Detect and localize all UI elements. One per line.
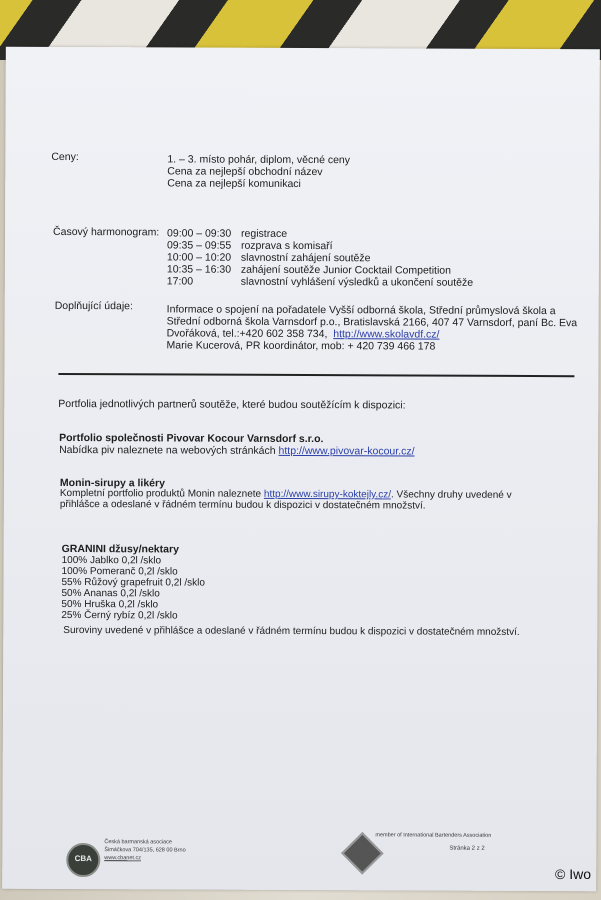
school-link[interactable]: http://www.skolavdf.cz/ bbox=[333, 328, 440, 341]
prizes-label: Ceny: bbox=[51, 150, 79, 164]
schedule-time: 09:35 – 09:55 bbox=[166, 239, 232, 252]
info-line-4: Marie Kucerová, PR koordinátor, mob: + 420 739 466 178 bbox=[166, 339, 436, 353]
cba-logo bbox=[66, 843, 100, 877]
prize-line-1: 1. – 3. místo pohár, diplom, věcné ceny bbox=[167, 153, 351, 167]
schedule-event: slavnostní vyhlášení výsledků a ukončení soutěže bbox=[240, 275, 474, 289]
kocour-title: Portfolio společnosti Pivovar Kocour Varnsdorf s.r.o. bbox=[59, 431, 324, 446]
prize-line-3: Cena za nejlepší komunikaci bbox=[167, 177, 301, 190]
schedule-event: rozprava s komisaří bbox=[240, 239, 333, 253]
schedule-time: 10:00 – 10:20 bbox=[166, 251, 232, 264]
schedule-time: 17:00 bbox=[166, 275, 194, 288]
org-name: Česká barmanská asociace bbox=[104, 839, 172, 846]
schedule-time: 10:35 – 16:30 bbox=[166, 263, 232, 276]
schedule-event: slavnostní zahájení soutěže bbox=[240, 251, 371, 265]
monin-link[interactable]: http://www.sirupy-koktejly.cz/ bbox=[263, 488, 392, 501]
granini-note: Suroviny uvedené v přihlášce a odeslané v řádném termínu budou k dispozici v dostatečném množství. bbox=[63, 624, 520, 638]
monin-desc-tail: . Všechny druhy uvedené v bbox=[390, 489, 512, 501]
info-line-1: Informace o spojení na pořadatele Vyšší odborná škola, Střední průmyslová škola a bbox=[166, 303, 556, 318]
monin-text-2: přihlášce a odeslané v řádném termínu budou k dispozici v dostatečném množství. bbox=[59, 498, 426, 512]
paper-sheet bbox=[2, 47, 600, 892]
info-line-2: Střední odborná škola Varnsdorf p.o., Bratislavská 2166, 407 47 Varnsdorf, paní Bc. Eva bbox=[166, 315, 578, 330]
schedule-event: zahájení soutěže Junior Cocktail Competition bbox=[240, 263, 452, 277]
kocour-text bbox=[59, 444, 415, 458]
org-address: Šimáčkova 704/135, 628 00 Brno bbox=[104, 847, 186, 854]
info-phone: Dvořáková, tel.:+420 602 358 734, bbox=[166, 327, 328, 341]
kocour-desc: Nabídka piv naleznete na webových stránkách bbox=[59, 443, 276, 457]
granini-item: 55% Růžový grapefruit 0,2l /sklo bbox=[61, 576, 205, 589]
schedule-time: 09:00 – 09:30 bbox=[167, 227, 232, 240]
prize-line-2: Cena za nejlepší obchodní název bbox=[167, 165, 323, 179]
monin-title: Monin-sirupy a likéry bbox=[59, 476, 165, 490]
granini-item: 100% Pomeranč 0,2l /sklo bbox=[61, 565, 178, 578]
portfolio-intro: Portfolia jednotlivých partnerů soutěže, které budou soutěžícím k dispozici: bbox=[58, 397, 406, 412]
granini-item: 50% Ananas 0,2l /sklo bbox=[61, 587, 160, 600]
kocour-link[interactable]: http://www.pivovar-kocour.cz/ bbox=[278, 444, 415, 458]
copyright-watermark: © Iwo bbox=[555, 866, 591, 882]
granini-item: 50% Hruška 0,2l /sklo bbox=[61, 598, 159, 611]
iba-text: member of International Bartenders Association bbox=[375, 832, 492, 839]
schedule-label: Časový harmonogram: bbox=[53, 225, 160, 239]
granini-title: GRANINI džusy/nektary bbox=[61, 542, 179, 556]
cba-logo-text: CBA bbox=[74, 854, 92, 864]
monin-desc: Kompletní portfolio produktů Monin naleznete bbox=[59, 487, 262, 500]
divider bbox=[58, 373, 574, 377]
org-link[interactable]: www.cbanet.cz bbox=[104, 855, 142, 862]
info-label: Doplňující údaje: bbox=[54, 299, 133, 313]
schedule-event: registrace bbox=[240, 227, 288, 240]
granini-item: 100% Jablko 0,2l /sklo bbox=[61, 554, 162, 567]
page-number: Stránka 2 z 2 bbox=[449, 845, 485, 852]
granini-item: 25% Černý rybíz 0,2l /sklo bbox=[61, 609, 178, 622]
